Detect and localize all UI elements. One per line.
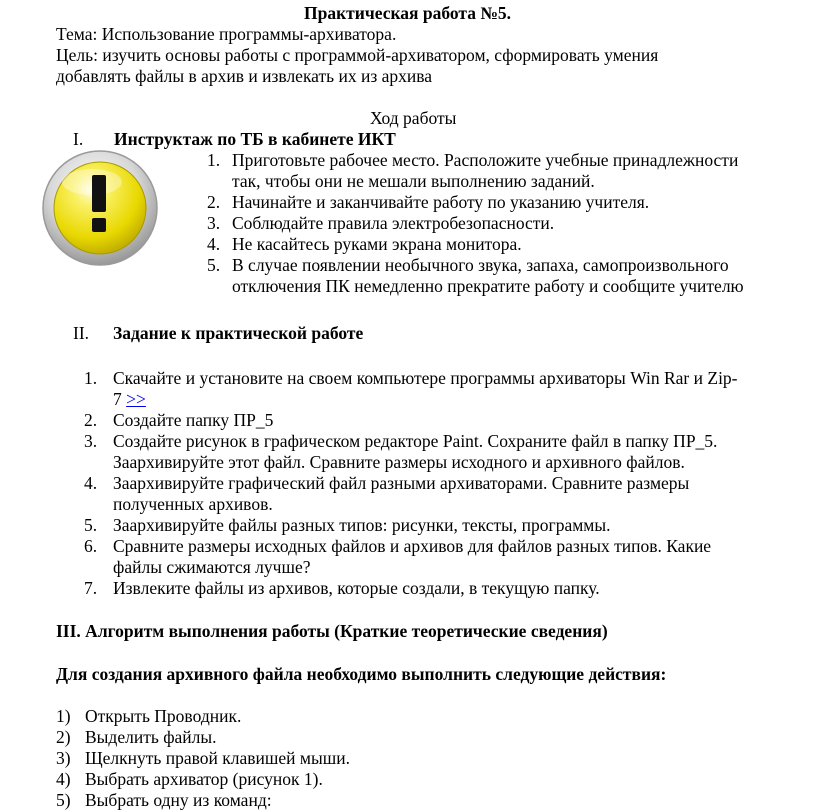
section2-item-number: 1. bbox=[84, 368, 98, 388]
section2-item-text: Сравните размеры исходных файлов и архивов для файлов разных типов. Какие bbox=[113, 536, 712, 556]
step-text: Выбрать архиватор (рисунок 1). bbox=[85, 769, 323, 789]
section1-item-text: Не касайтесь руками экрана монитора. bbox=[232, 234, 522, 254]
section2-item-number: 2. bbox=[84, 410, 98, 430]
step-text: Выделить файлы. bbox=[85, 727, 217, 747]
section1-item-text: так, чтобы они не мешали выполнению заданий. bbox=[232, 171, 595, 191]
section2-item-text: Извлеките файлы из архивов, которые создали, в текущую папку. bbox=[113, 578, 600, 598]
section2-item-text: 7 >> bbox=[113, 389, 146, 409]
section2-item-text: полученных архивов. bbox=[113, 494, 273, 514]
section1-item-number: 3. bbox=[207, 213, 221, 233]
step-text: Щелкнуть правой клавишей мыши. bbox=[85, 748, 350, 768]
section1-item-text: Соблюдайте правила электробезопасности. bbox=[232, 213, 555, 233]
section2-item-text: Заархивируйте этот файл. Сравните размеры исходного и архивного файлов. bbox=[113, 452, 685, 472]
section3-title: III. Алгоритм выполнения работы (Краткие теоретические сведения) bbox=[56, 621, 608, 641]
warning-exclamation-icon bbox=[20, 150, 180, 310]
section1-item-number: 5. bbox=[207, 255, 221, 275]
section1-item-text: отключения ПК немедленно прекратите работу и сообщите учителю bbox=[232, 276, 744, 296]
section1-item-number: 1. bbox=[207, 150, 221, 170]
section2-item-number: 7. bbox=[84, 578, 98, 598]
section1-number: I. bbox=[73, 129, 84, 149]
section2-item-text: файлы сжимаются лучше? bbox=[113, 557, 311, 577]
section1-title: Инструктаж по ТБ в кабинете ИКТ bbox=[114, 129, 396, 149]
section2-title: Задание к практической работе bbox=[113, 323, 364, 343]
goal-line-2: добавлять файлы в архив и извлекать их из архива bbox=[56, 66, 433, 86]
section1-item-number: 4. bbox=[207, 234, 221, 254]
section2-item-number: 5. bbox=[84, 515, 98, 535]
step-number: 1) bbox=[56, 706, 71, 726]
section1-item-text: В случае появлении необычного звука, запаха, самопроизвольного bbox=[232, 255, 729, 275]
download-link[interactable]: >> bbox=[126, 389, 146, 409]
page-title: Практическая работа №5. bbox=[304, 3, 512, 23]
section1-item-text: Приготовьте рабочее место. Расположите учебные принадлежности bbox=[232, 150, 739, 170]
step-number: 2) bbox=[56, 727, 71, 747]
section2-item-text: Заархивируйте файлы разных типов: рисунки, тексты, программы. bbox=[113, 515, 611, 535]
step-number: 5) bbox=[56, 790, 71, 810]
section2-item-text: Создайте папку ПР_5 bbox=[113, 410, 274, 430]
section2-item-text: Заархивируйте графический файл разными архиваторами. Сравните размеры bbox=[113, 473, 690, 493]
section2-item-number: 4. bbox=[84, 473, 98, 493]
section1-item-text: Начинайте и заканчивайте работу по указанию учителя. bbox=[232, 192, 650, 212]
section2-item-number: 6. bbox=[84, 536, 98, 556]
section1-item-number: 2. bbox=[207, 192, 221, 212]
progress-heading: Ход работы bbox=[370, 108, 457, 128]
section2-number: II. bbox=[73, 323, 90, 343]
goal-line-1: Цель: изучить основы работы с программой-архиватором, сформировать умения bbox=[56, 45, 659, 65]
step-number: 3) bbox=[56, 748, 71, 768]
step-number: 4) bbox=[56, 769, 71, 789]
step-text: Выбрать одну из команд: bbox=[85, 790, 272, 810]
step-text: Открыть Проводник. bbox=[85, 706, 242, 726]
section2-item-number: 3. bbox=[84, 431, 98, 451]
section3-subtitle: Для создания архивного файла необходимо выполнить следующие действия: bbox=[56, 664, 667, 684]
section2-item-text: Создайте рисунок в графическом редакторе Paint. Сохраните файл в папку ПР_5. bbox=[113, 431, 718, 451]
topic-line: Тема: Использование программы-архиватора. bbox=[56, 24, 397, 44]
section2-item-text: Скачайте и установите на своем компьютере программы архиваторы Win Rar и Zip- bbox=[113, 368, 738, 388]
